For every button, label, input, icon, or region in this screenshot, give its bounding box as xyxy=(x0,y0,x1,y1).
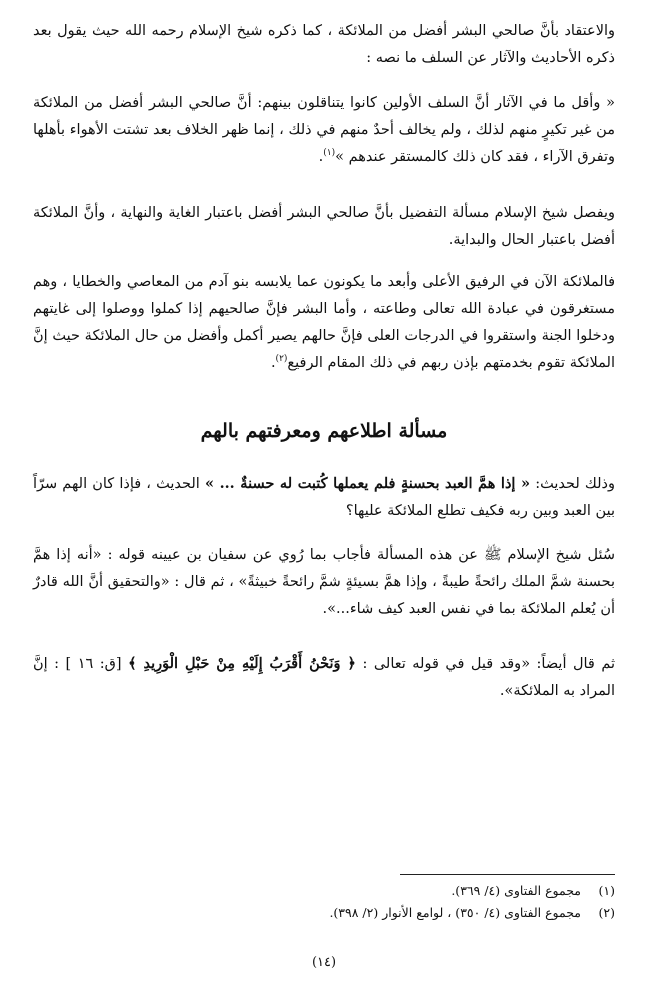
paragraph-intro-text: والاعتقاد بأنَّ صالحي البشر أفضل من الملائكة ، كما ذكره شيخ الإسلام رحمه الله حيث يقول بعد ذكره الأحاديث والآثار عن السلف ما نصه : xyxy=(33,23,615,66)
paragraph-quote-salaf: « وأقل ما في الآثار أنَّ السلف الأولين كانوا يتناقلون بينهم: أنَّ صالحي البشر أفضل من الملائكة من غير تكيرٍ منهم لذلك ، ولم يخالف أحدٌ منهم في ذلك ، إنما ظهر الخلاف بعد تشتت الأهواء بأهلها وتفرق الآراء ، فقد كان ذلك كالمستقر عندهم »$^{(١)}$. xyxy=(33,95,615,165)
paragraph-hadith-rest: الحديث ، فإذا كان الهم سرّاً بين العبد وبين ربه فكيف تطلع الملائكة عليها؟ xyxy=(33,476,615,519)
paragraph-quran-rest: [ق: ١٦ ] : إنَّ المراد به الملائكة». xyxy=(33,656,615,699)
paragraph-tafdil xyxy=(33,200,615,254)
footnote-ref-1[interactable]: (١) xyxy=(323,148,336,159)
footnote-1-number: (١) xyxy=(598,883,615,898)
section-heading: مسألة اطلاعهم ومعرفتهم بالهم xyxy=(200,420,448,442)
paragraph-tafdil-text: ويفصل شيخ الإسلام مسألة التفضيل بأنَّ صالحي البشر أفضل باعتبار الغاية والنهاية ، وأنَّ الملائكة أفضل باعتبار الحال والبداية. xyxy=(33,205,615,248)
footnote-1 xyxy=(33,880,615,902)
paragraph-sufyan-text: سُئل شيخ الإسلام ﷺ عن هذه المسألة فأجاب بما رُوي عن سفيان بن عيينه قوله : «أنه إذا همَّ بحسنة شمَّ الملك رائحةً طيبةً ، وإذا همَّ بسيئةٍ شمَّ رائحةً خبيثةً» ، ثم قال : «والتحقيق أنَّ الله قادرٌ أن يُعلم الملائكة بما في نفس العبد كيف شاء...». xyxy=(33,547,615,617)
quran-verse: ﴿ وَنَحْنُ أَقْرَبُ إِلَيْهِ مِنْ حَبْلِ الْوَرِيدِ ﴾ xyxy=(128,655,356,672)
paragraph-hadith-intro: وذلك لحديث: xyxy=(535,476,615,492)
paragraph-quote-salaf-text: « وأقل ما في الآثار أنَّ السلف الأولين كانوا يتناقلون بينهم: أنَّ صالحي البشر أفضل من الملائكة من غير تكيرٍ منهم لذلك ، ولم يخالف أحدٌ منهم في ذلك ، إنما ظهر الخلاف بعد تشتت الأهواء بأهلها وتفرق الآراء ، فقد كان ذلك كالمستقر عندهم » xyxy=(33,95,615,165)
paragraph-sufyan xyxy=(33,542,615,623)
page-number: (١٤) xyxy=(311,955,337,970)
footnote-2-number: (٢) xyxy=(598,905,615,920)
hadith-quote: « إذا همَّ العبد بحسنةٍ فلم يعملها كُتبت له حسنةٌ ... » xyxy=(204,475,531,492)
paragraph-angels-now-text: فالملائكة الآن في الرفيق الأعلى وأبعد ما يكونون عما يلابسه بنو آدم من المعاصي والخطايا ، وهم مستغرقون في عبادة الله تعالى وطاعته ، وأما البشر فإنَّ صالحيهم إذا كملوا ووصلوا إلى غايتهم ودخلوا الجنة واستقروا في الدرجات العلى فإنَّ حالهم يصير أكمل وأفضل من حال الملائكة حيث إنَّ الملائكة تقوم بخدمتهم بإذن ربهم في ذلك المقام الرفيع xyxy=(33,274,615,371)
footnotes xyxy=(33,880,615,924)
book-page xyxy=(33,0,615,983)
paragraph-quran xyxy=(33,650,615,705)
footnote-divider xyxy=(400,874,615,875)
paragraph-hadith xyxy=(33,470,615,525)
footnote-1-text: مجموع الفتاوى (٤/ ٣٦٩). xyxy=(451,883,581,898)
paragraph-intro xyxy=(33,18,615,72)
footnote-2-text: مجموع الفتاوى (٤/ ٣٥٠) ، لوامع الأنوار (٢/ ٣٩٨). xyxy=(329,905,581,920)
footnote-2 xyxy=(33,902,615,924)
paragraph-quran-intro: ثم قال أيضاً: «وقد قيل في قوله تعالى : xyxy=(362,656,616,672)
paragraph-angels-now: فالملائكة الآن في الرفيق الأعلى وأبعد ما يكونون عما يلابسه بنو آدم من المعاصي والخطايا ، وهم مستغرقون في عبادة الله تعالى وطاعته ، وأما البشر فإنَّ صالحيهم إذا كملوا ووصلوا إلى غايتهم ودخلوا الجنة واستقروا في الدرجات العلى فإنَّ حالهم يصير أكمل وأفضل من حال الملائكة حيث إنَّ الملائكة تقوم بخدمتهم بإذن ربهم في ذلك المقام الرفيع$^{(٢)}$. xyxy=(33,274,615,371)
footnote-ref-2[interactable]: (٢) xyxy=(275,354,288,365)
